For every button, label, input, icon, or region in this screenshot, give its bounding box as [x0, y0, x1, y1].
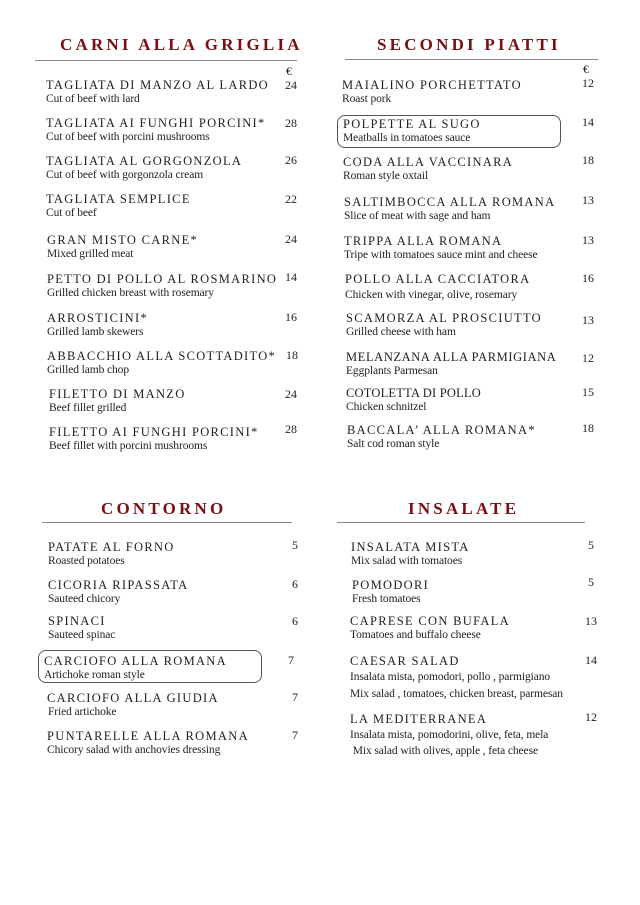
- item-price: 22: [285, 192, 297, 206]
- menu-item-highlighted: [44, 654, 227, 682]
- item-name: COTOLETTA DI POLLO: [346, 386, 481, 400]
- menu-item: [48, 578, 188, 606]
- menu-item: [347, 423, 536, 451]
- item-name: SCAMORZA AL PROSCIUTTO: [346, 311, 542, 325]
- menu-item: [350, 712, 548, 759]
- item-price: 13: [582, 193, 594, 207]
- item-price: 12: [582, 76, 594, 90]
- item-name: FILETTO AI FUNGHI PORCINI*: [49, 425, 259, 439]
- item-name: PATATE AL FORNO: [48, 540, 175, 554]
- item-price: 13: [582, 313, 594, 327]
- item-price: 13: [585, 614, 597, 628]
- item-description: Meatballs in tomatoes sauce: [343, 132, 471, 144]
- section-divider: [42, 522, 292, 523]
- item-name: FILETTO DI MANZO: [49, 387, 186, 401]
- item-price: 14: [585, 653, 597, 667]
- item-price: 15: [582, 385, 594, 399]
- item-description: Eggplants Parmesan: [346, 365, 438, 377]
- menu-item: [46, 116, 266, 144]
- item-name: TAGLIATA SEMPLICE: [46, 192, 191, 206]
- item-description: Sauteed spinac: [48, 629, 116, 641]
- section-title: SECONDI PIATTI: [377, 35, 561, 54]
- item-description: Chicken schnitzel: [346, 401, 427, 413]
- item-name: TAGLIATA AI FUNGHI PORCINI*: [46, 116, 266, 130]
- menu-item: [344, 234, 537, 262]
- item-description: Cut of beef: [46, 207, 97, 219]
- menu-item: [350, 614, 510, 642]
- item-name: CAPRESE CON BUFALA: [350, 614, 510, 628]
- menu-item: [346, 350, 556, 378]
- item-description: Tripe with tomatoes sauce mint and cheese: [344, 249, 538, 261]
- item-name: SALTIMBOCCA ALLA ROMANA: [344, 195, 556, 209]
- item-price: 7: [292, 728, 298, 742]
- menu-item: [344, 195, 555, 223]
- item-name: LA MEDITERRANEA: [350, 712, 488, 726]
- item-description-english: Mix salad , tomatoes, chicken breast, parmesan: [350, 688, 563, 700]
- item-price: 14: [582, 115, 594, 129]
- item-description: Grilled chicken breast with rosemary: [47, 287, 214, 299]
- item-price: 6: [292, 614, 298, 628]
- item-description: Sauteed chicory: [48, 593, 121, 605]
- item-name: ARROSTICINI*: [47, 311, 149, 325]
- menu-item: [47, 691, 219, 719]
- item-price: 18: [286, 348, 298, 362]
- item-price: 6: [292, 577, 298, 591]
- item-name: TRIPPA ALLA ROMANA: [344, 234, 503, 248]
- item-description: Roast pork: [342, 93, 392, 105]
- item-description-english: Mix salad with olives, apple , feta cheese: [350, 745, 538, 757]
- item-price: 5: [588, 575, 594, 589]
- menu-item: [352, 578, 429, 606]
- item-name: GRAN MISTO CARNE*: [47, 233, 199, 247]
- menu-item: [49, 387, 186, 415]
- item-price: 14: [285, 270, 297, 284]
- currency-symbol: €: [583, 62, 589, 76]
- item-price: 13: [582, 233, 594, 247]
- menu-item: [47, 311, 148, 339]
- menu-item: [46, 154, 242, 182]
- item-name: PUNTARELLE ALLA ROMANA: [47, 729, 249, 743]
- item-name: CICORIA RIPASSATA: [48, 578, 189, 592]
- item-description: Cut of beef with lard: [46, 93, 140, 105]
- item-name: CARCIOFO ALLA GIUDIA: [47, 691, 219, 705]
- item-price: 7: [288, 653, 294, 667]
- item-price: 16: [582, 271, 594, 285]
- menu-item: [46, 192, 191, 220]
- item-price: 5: [292, 538, 298, 552]
- item-price: 18: [582, 421, 594, 435]
- item-price: 12: [585, 710, 597, 724]
- menu-item: [47, 233, 198, 261]
- item-description: Cut of beef with gorgonzola cream: [46, 169, 204, 181]
- menu-item: [47, 729, 249, 757]
- item-description: Chicory salad with anchovies dressing: [47, 744, 221, 756]
- item-description: Grilled lamb skewers: [47, 326, 144, 338]
- item-description: Roman style oxtail: [343, 170, 429, 182]
- item-price: 24: [285, 232, 297, 246]
- menu-item: [49, 425, 259, 453]
- item-price: 18: [582, 153, 594, 167]
- item-name: BACCALA’ ALLA ROMANA*: [347, 423, 536, 437]
- section-title: CARNI ALLA GRIGLIA: [60, 35, 303, 54]
- item-name: PETTO DI POLLO AL ROSMARINO: [47, 272, 278, 286]
- menu-item: [346, 311, 542, 339]
- item-price: 24: [285, 387, 297, 401]
- item-name: MAIALINO PORCHETTATO: [342, 78, 522, 92]
- item-name: CARCIOFO ALLA ROMANA: [44, 654, 227, 668]
- item-description: Beef fillet grilled: [49, 402, 127, 414]
- item-price: 26: [285, 153, 297, 167]
- item-description: Fried artichoke: [48, 706, 117, 718]
- item-name: INSALATA MISTA: [351, 540, 470, 554]
- item-name: TAGLIATA DI MANZO AL LARDO: [46, 78, 269, 92]
- menu-item: [350, 654, 563, 703]
- section-divider: [337, 522, 585, 523]
- menu-item: [343, 155, 513, 183]
- menu-item-highlighted: [343, 117, 481, 145]
- item-name: CAESAR SALAD: [350, 654, 460, 668]
- menu-item: [345, 272, 530, 302]
- item-description: Mixed grilled meat: [47, 248, 134, 260]
- item-description: Tomatoes and buffalo cheese: [350, 629, 481, 641]
- menu-item: [346, 386, 481, 414]
- menu-item: [47, 349, 276, 377]
- item-name: MELANZANA ALLA PARMIGIANA: [346, 350, 557, 364]
- item-price: 28: [285, 116, 297, 130]
- item-name: POMODORI: [352, 578, 430, 592]
- menu-item: [342, 78, 522, 106]
- section-divider: [345, 59, 598, 60]
- currency-symbol: €: [286, 64, 292, 78]
- item-description: Roasted potatoes: [48, 555, 125, 567]
- item-price: 28: [285, 422, 297, 436]
- item-name: TAGLIATA AL GORGONZOLA: [46, 154, 243, 168]
- item-description: Mix salad with tomatoes: [351, 555, 463, 567]
- section-title: CONTORNO: [101, 499, 227, 518]
- item-description: Slice of meat with sage and ham: [344, 210, 491, 222]
- menu-item: [48, 540, 175, 568]
- menu-item: [48, 614, 115, 642]
- menu-item: [351, 540, 470, 568]
- item-price: 5: [588, 538, 594, 552]
- menu-item: [46, 78, 269, 106]
- item-price: 7: [292, 690, 298, 704]
- item-description: Fresh tomatoes: [352, 593, 421, 605]
- item-price: 12: [582, 351, 594, 365]
- item-description: Grilled cheese with ham: [346, 326, 456, 338]
- item-name: POLLO ALLA CACCIATORA: [345, 272, 531, 286]
- section-divider: [35, 60, 297, 61]
- item-description: Grilled lamb chop: [47, 364, 129, 376]
- item-description: Chicken with vinegar, olive, rosemary: [345, 289, 518, 301]
- menu-item: [47, 272, 277, 300]
- item-price: 24: [285, 78, 297, 92]
- item-description: Beef fillet with porcini mushrooms: [49, 440, 208, 452]
- item-name: POLPETTE AL SUGO: [343, 117, 481, 131]
- item-description: Insalata mista, pomodori, pollo , parmigiano: [350, 671, 551, 683]
- item-name: CODA ALLA VACCINARA: [343, 155, 514, 169]
- item-name: SPINACI: [48, 614, 106, 628]
- item-description: Insalata mista, pomodorini, olive, feta, mela: [350, 729, 549, 741]
- item-price: 16: [285, 310, 297, 324]
- section-title: INSALATE: [408, 499, 520, 518]
- item-description: Artichoke roman style: [44, 669, 145, 681]
- item-description: Salt cod roman style: [347, 438, 440, 450]
- item-description: Cut of beef with porcini mushrooms: [46, 131, 210, 143]
- item-name: ABBACCHIO ALLA SCOTTADITO*: [47, 349, 277, 363]
